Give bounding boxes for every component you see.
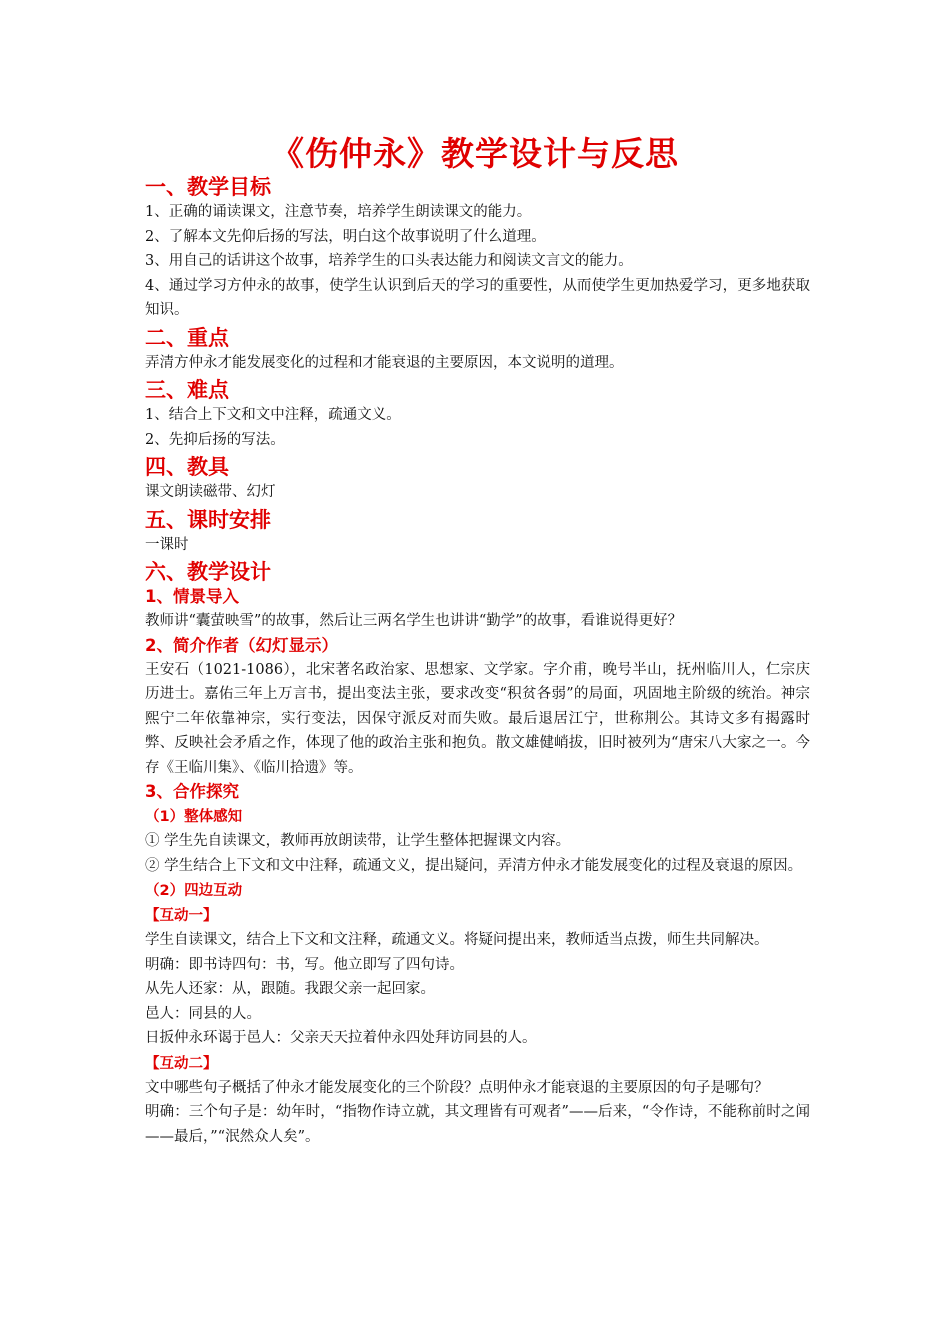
interaction-two-item: 明确：三个句子是：幼年时，“指物作诗立就，其文理皆有可观者”——后来，“令作诗，不能称前时之闻——最后，”“泯然众人矣”。 — [145, 1104, 810, 1145]
interaction-one-item: 邑人：同县的人。 — [145, 1005, 261, 1022]
goal-item: 2、了解本文先仰后扬的写法，明白这个故事说明了什么道理。 — [145, 228, 546, 245]
interaction-two-label: 【互动二】 — [145, 1055, 218, 1072]
section-heading-goals: 一、教学目标 — [145, 175, 271, 199]
interaction-two-item: 文中哪些句子概括了仲永才能发展变化的三个阶段？点明仲永才能衰退的主要原因的句子是哪句？ — [145, 1079, 769, 1096]
subheading-overall: （1）整体感知 — [145, 809, 243, 825]
goal-item: 4、通过学习方仲永的故事，使学生认识到后天的学习的重要性，从而使学生更加热爱学习，更多地获取知识。 — [145, 277, 810, 318]
document-body — [145, 172, 810, 1149]
overall-item: ① 学生先自读课文，教师再放朗读带，让学生整体把握课文内容。 — [145, 833, 571, 849]
subheading-author: 2、简介作者（幻灯显示） — [145, 635, 338, 655]
goal-item: 1、正确的诵读课文，注意节奏，培养学生朗读课文的能力。 — [145, 204, 532, 220]
interaction-one-label: 【互动一】 — [145, 908, 218, 924]
tools-text: 课文朗读磁带、幻灯 — [145, 484, 276, 500]
interaction-one-item: 学生自读课文，结合上下文和文注释，疏通文义。将疑问提出来，教师适当点拨，师生共同解决。 — [145, 932, 769, 948]
section-heading-tools: 四、教具 — [145, 455, 229, 479]
subheading-explore: 3、合作探究 — [145, 782, 239, 801]
interaction-one-item: 日扳仲永环谒于邑人：父亲天天拉着仲永四处拜访同县的人。 — [145, 1030, 537, 1046]
section-heading-design: 六、教学设计 — [145, 560, 271, 584]
subheading-interact: （2）四边互动 — [145, 883, 243, 899]
difficulty-item: 1、结合上下文和文中注释，疏通文义。 — [145, 407, 401, 423]
focus-text: 弄清方仲永才能发展变化的过程和才能衰退的主要原因，本文说明的道理。 — [145, 354, 624, 371]
goal-item: 3、用自己的话讲这个故事，培养学生的口头表达能力和阅读文言文的能力。 — [145, 253, 633, 269]
schedule-text: 一课时 — [145, 536, 189, 553]
overall-item: ② 学生结合上下文和文中注释，疏通文义，提出疑问，弄清方仲永才能发展变化的过程及衰退的原因。 — [145, 857, 803, 874]
author-text: 王安石（1021-1086），北宋著名政治家、思想家、文学家。字介甫，晚号半山，抚州临川人，仁宗庆历进士。嘉佑三年上万言书，提出变法主张，要求改变“积贫各弱”的局面，巩固地主阶级的统治。神宗熙宁二年依靠神宗，实行变法，因保守派反对而失败。最后退居江宁，世称荆公。其诗文多有揭露时弊、反映社会矛盾之作，体现了他的政治主张和抱负。散文雄健峭拔，旧时被列为“唐宋八大家之一。今存《王临川集》、《临川拾遗》等。 — [145, 661, 810, 776]
section-heading-schedule: 五、课时安排 — [145, 507, 271, 532]
section-heading-difficulty: 三、难点 — [145, 378, 229, 402]
difficulty-item: 2、先抑后扬的写法。 — [145, 431, 285, 448]
interaction-one-item: 从先人还家：从，跟随。我跟父亲一起回家。 — [145, 981, 435, 997]
subheading-intro: 1、情景导入 — [145, 587, 239, 606]
interaction-one-item: 明确：即书诗四句：书，写。他立即写了四句诗。 — [145, 956, 464, 973]
section-heading-focus: 二、重点 — [145, 325, 229, 350]
document-title: 《伤仲永》教学设计与反思 — [271, 134, 679, 173]
intro-text: 教师讲“囊萤映雪”的故事，然后让三两名学生也讲讲“勤学”的故事，看谁说得更好？ — [145, 613, 683, 629]
